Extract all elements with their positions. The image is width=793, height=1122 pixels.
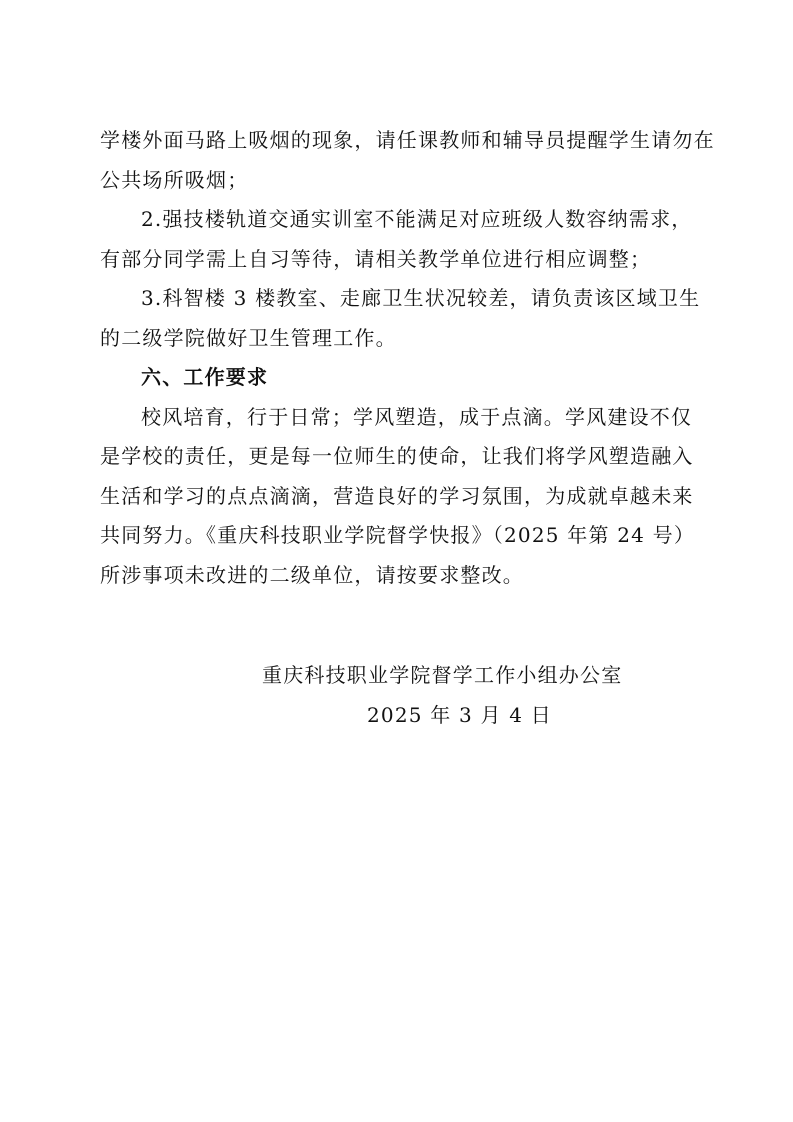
section-heading: 六、工作要求 bbox=[141, 365, 269, 389]
text-line: 有部分同学需上自习等待，请相关教学单位进行相应调整； bbox=[100, 246, 652, 271]
text-line: 校风培育，行于日常；学风塑造，成于点滴。学风建设不仅 bbox=[141, 404, 693, 429]
document-body bbox=[100, 128, 715, 587]
signature-office: 重庆科技职业学院督学工作小组办公室 bbox=[262, 663, 623, 687]
text-line: 是学校的责任，更是每一位师生的使命，让我们将学风塑造融入 bbox=[100, 444, 694, 468]
list-item-3: 3.科智楼 3 楼教室、走廊卫生状况较差，请负责该区域卫生 bbox=[141, 286, 701, 310]
text-line: 所涉事项未改进的二级单位，请按要求整改。 bbox=[100, 562, 524, 587]
text-line: 学楼外面马路上吸烟的现象，请任课教师和辅导员提醒学生请勿在 bbox=[100, 128, 715, 152]
signature-date: 2025 年 3 月 4 日 bbox=[367, 703, 552, 727]
text-line: 的二级学院做好卫生管理工作。 bbox=[100, 325, 397, 350]
list-item-2: 2.强技楼轨道交通实训室不能满足对应班级人数容纳需求， bbox=[141, 207, 693, 231]
text-line: 共同努力。《重庆科技职业学院督学快报》（2025 年第 24 号） bbox=[100, 523, 696, 547]
text-line: 公共场所吸烟； bbox=[100, 167, 249, 192]
text-line: 生活和学习的点点滴滴，营造良好的学习氛围，为成就卓越未来 bbox=[100, 483, 694, 508]
